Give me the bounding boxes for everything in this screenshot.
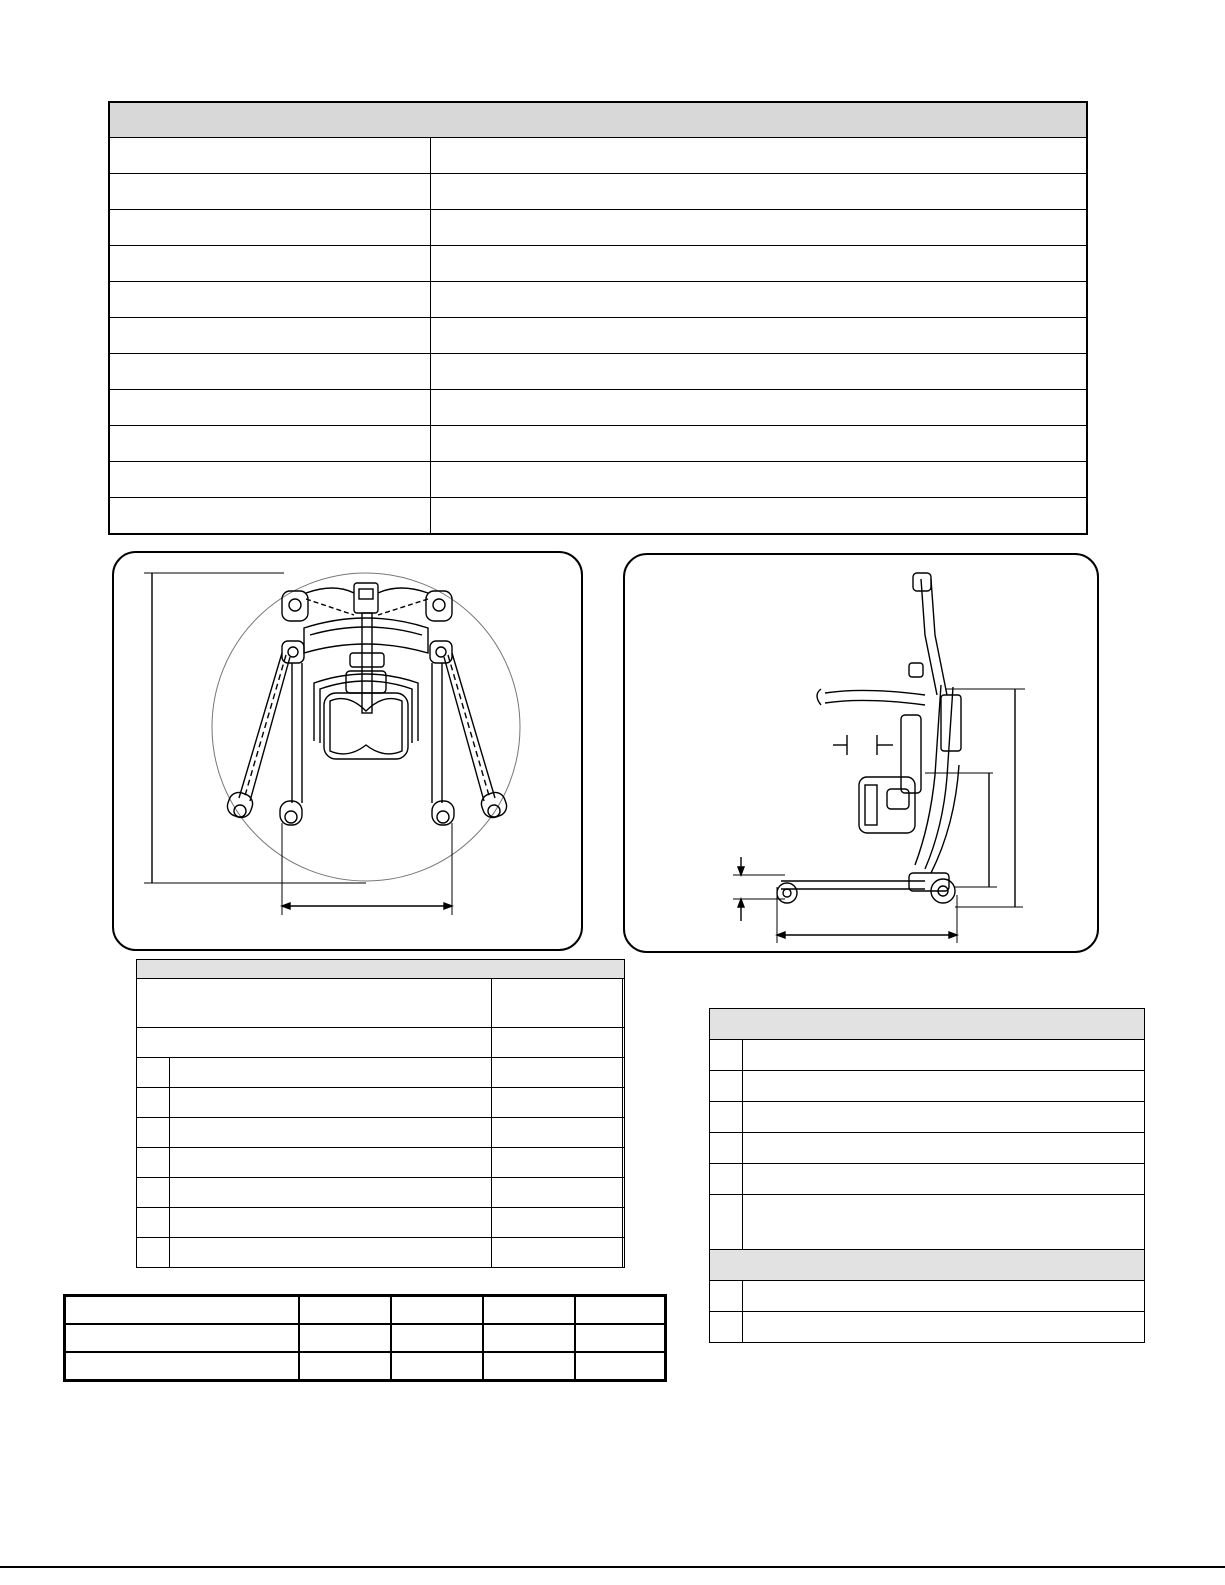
table-row xyxy=(137,1208,625,1238)
table-row xyxy=(710,1071,1145,1102)
top-view-panel xyxy=(112,551,583,951)
table-row xyxy=(137,1238,625,1268)
side-view-lift-diagram xyxy=(625,555,1097,951)
parts-table-subheader xyxy=(710,1250,1145,1281)
table-row xyxy=(109,246,1087,282)
specifications-table xyxy=(108,101,1088,535)
table-row xyxy=(710,1040,1145,1071)
table-row xyxy=(109,282,1087,318)
table-row xyxy=(710,1164,1145,1195)
table-row xyxy=(137,1058,625,1088)
parts-table-header xyxy=(710,1009,1145,1040)
table-row xyxy=(109,318,1087,354)
table-row xyxy=(109,354,1087,390)
table-row xyxy=(710,1195,1145,1250)
table-row xyxy=(109,390,1087,426)
table-row xyxy=(109,210,1087,246)
table-row xyxy=(109,138,1087,174)
side-view-panel xyxy=(623,553,1099,953)
dim-table-header xyxy=(137,960,625,979)
table-row xyxy=(137,1178,625,1208)
table-row xyxy=(710,1133,1145,1164)
table-row xyxy=(109,462,1087,498)
table-row xyxy=(109,498,1087,535)
table-row xyxy=(137,1148,625,1178)
footer-divider xyxy=(0,1566,1225,1568)
top-view-lift-diagram xyxy=(114,553,581,949)
table-row xyxy=(109,426,1087,462)
table-row xyxy=(710,1281,1145,1312)
table-row xyxy=(65,1352,666,1381)
table-row xyxy=(710,1102,1145,1133)
table-row xyxy=(65,1324,666,1352)
table-row xyxy=(710,1312,1145,1343)
table-row xyxy=(109,174,1087,210)
table-row xyxy=(137,979,625,1028)
spec-table-header xyxy=(109,102,1087,138)
table-row xyxy=(137,1088,625,1118)
dimensions-table xyxy=(136,959,625,1268)
table-row xyxy=(137,1118,625,1148)
bottom-table xyxy=(63,1294,667,1382)
parts-table xyxy=(709,1008,1145,1343)
table-row xyxy=(137,1028,625,1058)
table-row xyxy=(65,1296,666,1325)
